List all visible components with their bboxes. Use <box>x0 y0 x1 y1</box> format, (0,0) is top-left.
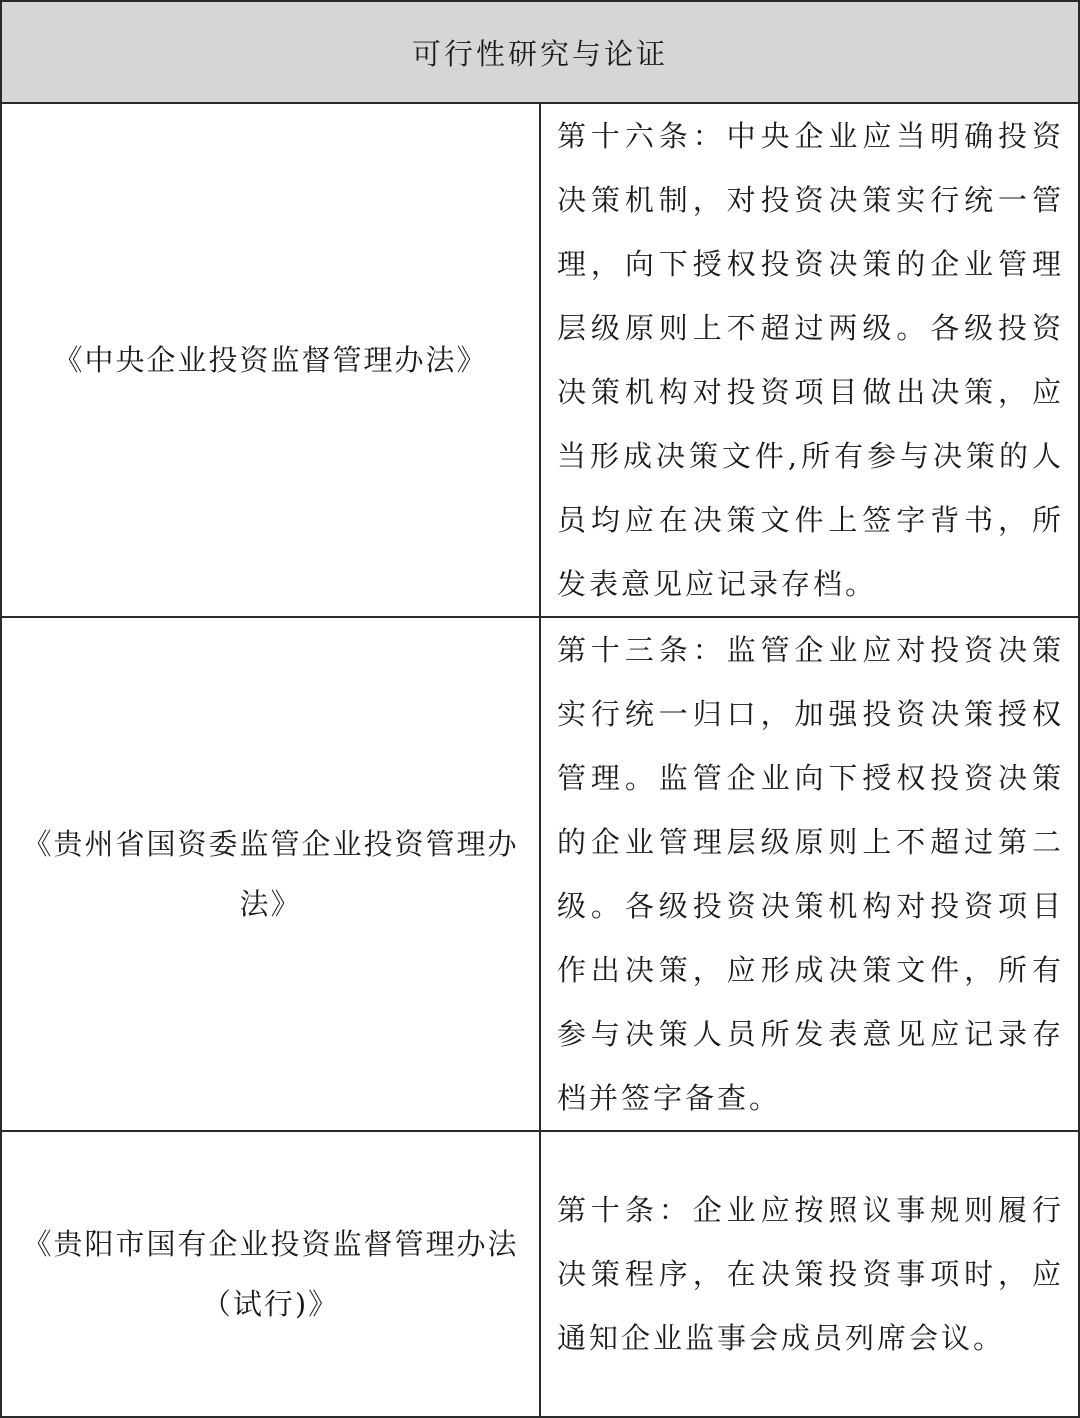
table-row <box>1 617 1079 1131</box>
regulation-content: 第十六条：中央企业应当明确投资决策机制，对投资决策实行统一管理，向下授权投资决策的企业管理层级原则上不超过两级。各级投资决策机构对投资项目做出决策，应当形成决策文件,所有参与决策的人员均应在决策文件上签字背书，所发表意见应记录存档。 <box>540 103 1079 617</box>
regulation-source: 《贵州省国资委监管企业投资管理办法》 <box>1 617 540 1131</box>
table-header: 可行性研究与论证 <box>1 1 1079 103</box>
regulation-source: 《贵阳市国有企业投资监督管理办法（试行)》 <box>1 1131 540 1417</box>
regulation-content: 第十条：企业应按照议事规则履行决策程序，在决策投资事项时，应通知企业监事会成员列席会议。 <box>540 1131 1079 1417</box>
table-row <box>1 103 1079 617</box>
regulation-content: 第十三条：监管企业应对投资决策实行统一归口，加强投资决策授权管理。监管企业向下授权投资决策的企业管理层级原则上不超过第二级。各级投资决策机构对投资项目作出决策，应形成决策文件，所有参与决策人员所发表意见应记录存档并签字备查。 <box>540 617 1079 1131</box>
regulation-source: 《中央企业投资监督管理办法》 <box>1 103 540 617</box>
table-header-row <box>1 1 1079 103</box>
table-row <box>1 1131 1079 1417</box>
